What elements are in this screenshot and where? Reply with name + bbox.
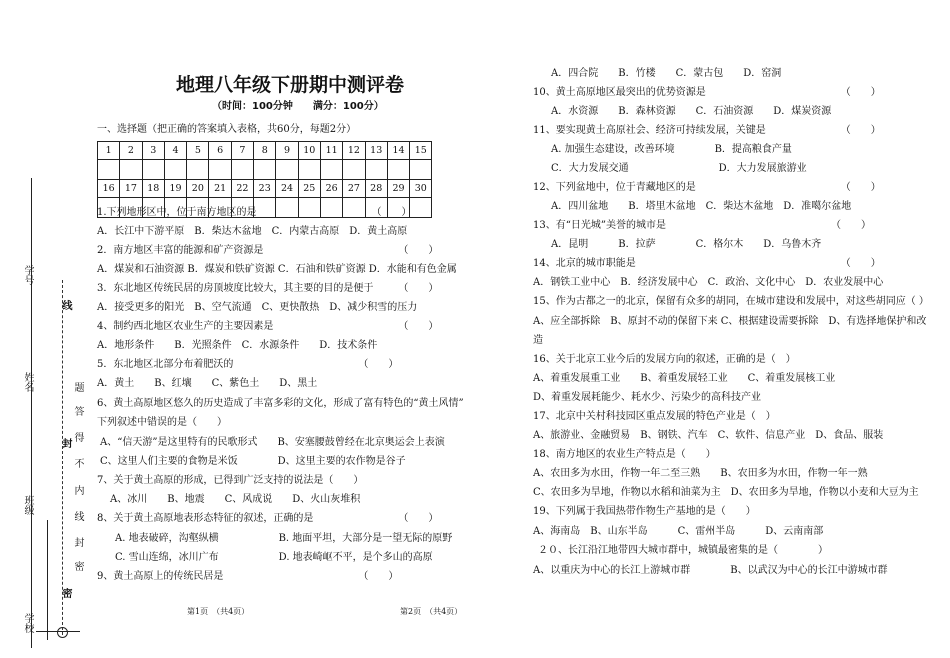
seal-warning-1: 答 [72,406,83,416]
answer-row-numbers-2 [98,180,432,198]
question-line: 5．东北地区北部分布着肥沃的 （ ） [97,359,399,370]
question-line: A、着重发展重工业 B、着重发展轻工业 C、着重发展核工业 [533,373,836,384]
seal-warning-2: 得 [72,432,83,442]
seal-warning-5: 线 [72,511,83,521]
seal-warning-7: 密 [72,561,83,571]
label-xuexiao: 学校 [22,613,33,633]
answer-cell-number: 4 [164,142,186,160]
question-line: 3．东北地区传统民居的房顶坡度比较大，其主要的目的是便于 （ ） [97,283,439,294]
answer-row-numbers-1 [98,142,432,160]
question-line: 16、关于北京工业今后的发展方向的叙述，正确的是（ ） [533,354,796,365]
label-xingming: 姓名 [22,372,33,392]
answer-cell-number: 26 [320,180,342,198]
answer-cell[interactable] [276,160,298,180]
question-line: A、旅游业、金融贸易 B、钢铁、汽车 C、软件、信息产业 D、食品、服装 [533,430,884,441]
question-line: A．煤炭和石油资源 B．煤炭和铁矿资源 C．石油和铁矿资源 D．水能和有色金属 [97,264,457,275]
seal-mi: 密 [60,588,71,598]
page-number-1: 第1页 （共4页） [187,607,250,616]
answer-cell-number: 29 [387,180,409,198]
question-line: 6、黄土高原地区悠久的历史造成了丰富多彩的文化，形成了富有特色的“黄土风情” [97,398,464,409]
question-line: 4、制约西北地区农业生产的主要因素是 （ ） [97,321,439,332]
seal-warning-6: 封 [72,537,83,547]
answer-cell-number: 22 [231,180,253,198]
question-line: A、以重庆为中心的长江上游城市群 B、以武汉为中心的长江中游城市群 [533,565,888,576]
question-line: A．地形条件 B．光照条件 C．水源条件 D．技术条件 [97,340,378,351]
question-line: 15、作为古都之一的北京，保留有众多的胡同，在城市建设和发展中，对这些胡同应（ ） [533,296,929,307]
question-line: ２０、长江沿江地带四大城市群中，城镇最密集的是（ ） [538,545,828,556]
question-line: 2．南方地区丰富的能源和矿产资源是 （ ） [97,245,439,256]
answer-cell[interactable] [164,160,186,180]
answer-cell[interactable] [120,160,142,180]
question-line: D、着重发展耗能少、耗水少、污染少的高科技产业 [533,392,762,403]
answer-cell[interactable] [142,160,164,180]
answer-cell-number: 17 [120,180,142,198]
answer-cell-number: 6 [209,142,231,160]
question-line: A. 地表破碎，沟壑纵横 B. 地面平坦，大部分是一望无际的原野 [115,533,453,544]
question-line: 8、关于黄土高原地表形态特征的叙述，正确的是 （ ） [97,513,439,524]
answer-cell-number: 23 [254,180,276,198]
answer-cell[interactable] [320,160,342,180]
answer-cell-number: 25 [298,180,320,198]
question-line: A. 加强生态建设，改善环境 B．提高粮食产量 [551,144,792,155]
seal-warning-4: 内 [72,485,83,495]
answer-cell-number: 10 [298,142,320,160]
answer-cell[interactable] [410,198,432,218]
label-xuehao: 学号 [22,265,33,285]
question-line: A．昆明 B．拉萨 C．格尔木 D．乌鲁木齐 [551,239,822,250]
question-line: A．钢铁工业中心 B．经济发展中心 C．政治、文化中心 D．农业发展中心 [533,277,884,288]
question-line: C．大力发展交通 D．大力发展旅游业 [551,163,807,174]
question-line: A．接受更多的阳光 B、空气流通 C、更快散热 D、减少积雪的压力 [97,302,418,313]
page-number-2: 第2页 （共4页） [400,607,463,616]
question-line: 7、关于黄土高原的形成，已得到广泛支持的说法是（ ） [97,475,364,486]
answer-cell[interactable] [343,160,365,180]
question-line: C. 雪山连绵，冰川广布 D. 地表崎岖不平，是个多山的高原 [115,552,433,563]
section-heading: 一、选择题（把正确的答案填入表格，共60分，每题2分） [97,124,357,135]
answer-cell-number: 3 [142,142,164,160]
question-line: A、应全部拆除 B、原封不动的保留下来 C、根据建设需要拆除 D、有选择地保护和改 [533,316,927,327]
answer-cell[interactable] [387,160,409,180]
question-line: A．四川盆地 B．塔里木盆地 C．柴达木盆地 D．准噶尔盆地 [551,201,852,212]
question-line: 下列叙述中错误的是（ ） [97,417,227,428]
answer-cell-number: 11 [320,142,342,160]
binding-rule [36,631,80,632]
answer-cell[interactable] [209,160,231,180]
page-title: 地理八年级下册期中测评卷 [176,74,405,96]
answer-cell[interactable] [254,160,276,180]
question-line: 18、南方地区的农业生产特点是（ ） [533,449,716,460]
binding-circle-icon [57,627,68,638]
answer-cell-number: 12 [343,142,365,160]
answer-row-blank-1 [98,160,432,180]
page-subtitle: （时间：100分钟 满分：100分） [212,101,384,112]
answer-cell-number: 8 [254,142,276,160]
seal-feng: 封 [60,438,71,448]
answer-cell[interactable] [298,160,320,180]
answer-cell-number: 28 [365,180,387,198]
answer-cell-number: 9 [276,142,298,160]
question-line: C、这里人们主要的食物是米饭 D、这里主要的农作物是谷子 [100,456,406,467]
question-line: 17、北京中关村科技园区重点发展的特色产业是（ ） [533,411,776,422]
answer-cell-number: 7 [231,142,253,160]
question-line: A、冰川 B、地震 C、风成说 D、火山灰堆积 [110,494,361,505]
answer-cell-number: 30 [410,180,432,198]
question-line: 10、黄土高原地区最突出的优势资源是 （ ） [533,87,881,98]
question-line: 13、有“日光城”美誉的城市是 （ ） [533,220,871,231]
question-line: 12、下列盆地中，位于青藏地区的是 （ ） [533,182,881,193]
answer-cell-number: 18 [142,180,164,198]
question-line: C、农田多为旱地，作物以水稻和油菜为主 D、农田多为旱地，作物以小麦和大豆为主 [533,487,919,498]
answer-cell-number: 5 [187,142,209,160]
answer-cell-number: 2 [120,142,142,160]
question-line: 11、要实现黄土高原社会、经济可持续发展，关键是 （ ） [533,125,881,136]
question-line: 1.下列地形区中，位于南方地区的是 （ ） [97,207,412,218]
binding-line-inner [47,520,48,640]
answer-cell[interactable] [187,160,209,180]
seal-warning-0: 题 [72,382,83,392]
question-line: A．黄土 B、红壤 C、紫色土 D、黑土 [97,378,318,389]
answer-cell[interactable] [410,160,432,180]
question-line: 造 [533,335,543,346]
label-banji: 班级 [22,495,33,515]
question-line: 9、黄土高原上的传统民居是 （ ） [97,571,399,582]
question-line: A、农田多为水田，作物一年二至三熟 B、农田多为水田，作物一年一熟 [533,468,868,479]
answer-cell-number: 19 [164,180,186,198]
answer-cell-number: 16 [98,180,120,198]
answer-cell[interactable] [365,160,387,180]
question-line: A．水资源 B．森林资源 C．石油资源 D．煤炭资源 [551,106,832,117]
seal-warning-3: 不 [72,458,83,468]
answer-cell-number: 21 [209,180,231,198]
answer-cell-number: 14 [387,142,409,160]
question-line: 19、下列属于我国热带作物生产基地的是（ ） [533,506,756,517]
answer-cell-number: 13 [365,142,387,160]
answer-cell-number: 1 [98,142,120,160]
answer-cell-number: 27 [343,180,365,198]
seal-xian: 线 [60,300,71,310]
binding-line-outer [31,178,32,648]
answer-cell[interactable] [98,160,120,180]
answer-cell-number: 24 [276,180,298,198]
binding-dashed-line [62,280,63,635]
question-line: A、海南岛 B、山东半岛 C、雷州半岛 D、云南南部 [533,526,824,537]
question-line: A．长江中下游平原 B．柴达木盆地 C．内蒙古高原 D．黄土高原 [97,226,408,237]
question-line: 14、北京的城市职能是 （ ） [533,258,881,269]
answer-cell-number: 15 [410,142,432,160]
answer-cell-number: 20 [187,180,209,198]
question-line: A．四合院 B．竹楼 C．蒙古包 D．窑洞 [551,68,782,79]
answer-cell[interactable] [231,160,253,180]
question-line: A、“信天游”是这里特有的民歌形式 B、安塞腰鼓曾经在北京奥运会上表演 [100,437,445,448]
